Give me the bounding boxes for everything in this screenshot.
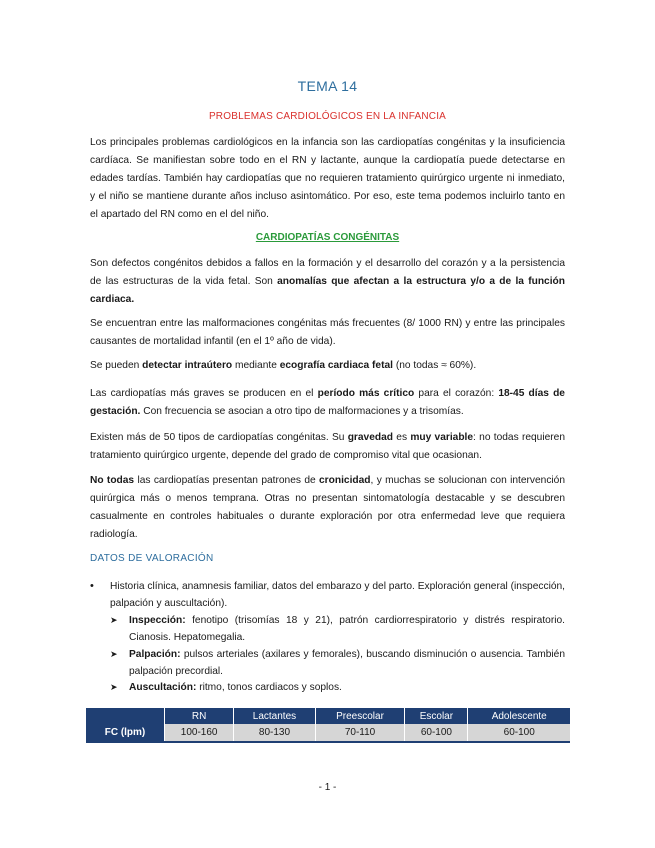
page-subtitle: PROBLEMAS CARDIOLÓGICOS EN LA INFANCIA bbox=[208, 111, 447, 122]
bullet-icon: • bbox=[90, 580, 94, 592]
table-cell: 60-100 bbox=[405, 724, 468, 742]
page-title: TEMA 14 bbox=[297, 78, 358, 94]
table-header-cell bbox=[86, 708, 165, 724]
intro-paragraph: Los principales problemas cardiológicos en la infancia son las cardiopatías congénitas y la insuficiencia cardíaca. Se manifiestan sobre todo en el RN y lactante, aunque la cardiopatía puede detectarse en edades tardías. También hay cardiopatías que no requieren tratamiento quirúrgico urgente ni inmediato, y el niño se mantiene durante años incluso asintomático. Por eso, este tema podemos incluirlo tanto en el apartado del RN como en el del niño. bbox=[90, 137, 565, 220]
valoracion-heading: DATOS DE VALORACIÓN bbox=[90, 553, 214, 564]
table-header-cell: Adolescente bbox=[468, 708, 570, 724]
arrow-icon: ➤ bbox=[110, 649, 118, 659]
table-cell: 100-160 bbox=[165, 724, 234, 742]
paragraph-severity: Existen más de 50 tipos de cardiopatías congénitas. Su gravedad es muy variable: no todas requieren tratamiento quirúrgico urgente, depende del grado de compromiso vital que ocasionan. bbox=[90, 432, 565, 461]
document-page: TEMA 14 PROBLEMAS CARDIOLÓGICOS EN LA INFANCIA Los principales problemas cardiológicos en la infancia son las cardiopatías congénitas y la insuficiencia cardíaca. Se manifiestan sobre todo en el RN y lactante, aunque la cardiopatía puede detectarse en edades tardías. También hay cardiopatías que no requieren tratamiento quirúrgico urgente ni inmediato, y el niño se mantiene durante años incluso asintomático. Por eso, este tema podemos incluirlo tanto en el apartado del RN como en el del niño. CARDIOPATÍAS CONGÉNITAS Son defectos congénitos debidos a fallos en la formación y el desarrollo del corazón y a la persistencia de las estructuras de la vida fetal. Son anomalías que afectan a la estructura y/o a de la función cardiaca. Se encuentran entre las malformaciones congénitas más frecuentes (8/ 1000 RN) y entre las principales causantes de mortalidad infantil (en el 1º año de vida). Se pueden detectar intraútero mediante ecografía cardiaca fetal (no todas ≈ 60%). Las cardiopatías más graves se producen en el período más crítico para el corazón: 18-45 días de gestación. Con frecuencia se asocian a otro tipo de malformaciones y a trisomías. Existen más de 50 tipos de cardiopatías congénitas. Su gravedad es muy variable: no todas requieren tratamiento quirúrgico urgente, depende del grado de compromiso vital que ocasionan. No todas las cardiopatías presentan patrones de cronicidad, y muchas se solucionan con intervención quirúrgica más o menos temprana. Otras no presentan sintomatología destacable y se descubren casualmente en controles habituales o durante exploración por otra enfermedad leve que requiera radiología. DATOS DE VALORACIÓN • Historia clínica, anamnesis familiar, datos del embarazo y del parto. Exploración general (inspección, palpación y auscultación). ➤ Inspección: fenotipo (trisomías 18 y 21), patrón cardiorrespiratorio y distrés respiratorio. Cianosis. Hepatomegalia. ➤ Palpación: pulsos arteriales (axilares y femorales), buscando disminución o ausencia. También palpación precordial. ➤ Auscultación: ritmo, tonos cardiacos y soplos. RN Lactantes Preescolar Escolar Adolescente FC (lpm) 100-160 80-130 70-110 60-100 60-100 - 1 - bbox=[0, 0, 655, 848]
table-header-cell: Escolar bbox=[405, 708, 468, 724]
heart-rate-table bbox=[86, 708, 570, 743]
paragraph-detection: Se pueden detectar intraútero mediante ecografía cardiaca fetal (no todas ≈ 60%). bbox=[90, 360, 477, 371]
paragraph-definition: Son defectos congénitos debidos a fallos en la formación y el desarrollo del corazón y a la persistencia de las estructuras de la vida fetal. Son anomalías que afectan a la estructura y/o a de la función cardiaca. bbox=[90, 258, 565, 305]
arrow-icon: ➤ bbox=[110, 615, 118, 625]
table-cell: 60-100 bbox=[468, 724, 570, 742]
section-heading: CARDIOPATÍAS CONGÉNITAS bbox=[255, 232, 400, 243]
table-header-cell: Preescolar bbox=[315, 708, 405, 724]
bullet-text: Historia clínica, anamnesis familiar, datos del embarazo y del parto. Exploración general (inspección, palpación y auscultación). bbox=[110, 581, 565, 609]
table-cell: 80-130 bbox=[234, 724, 315, 742]
paragraph-chronicity: No todas las cardiopatías presentan patrones de cronicidad, y muchas se solucionan con intervención quirúrgica más o menos temprana. Otras no presentan sintomatología destacable y se descubren casualmente en controles habituales o durante exploración por otra enfermedad leve que requiera radiología. bbox=[90, 475, 566, 540]
table-header-cell: Lactantes bbox=[234, 708, 315, 724]
paragraph-frequency: Se encuentran entre las malformaciones congénitas más frecuentes (8/ 1000 RN) y entre las principales causantes de mortalidad infantil (en el 1º año de vida). bbox=[90, 318, 565, 347]
paragraph-critical-period: Las cardiopatías más graves se producen en el período más crítico para el corazón: 18-45 días de gestación. Con frecuencia se asocian a otro tipo de malformaciones y a trisomías. bbox=[90, 388, 565, 417]
table-row-label: FC (lpm) bbox=[86, 724, 165, 742]
table-row bbox=[86, 724, 570, 742]
arrow-icon: ➤ bbox=[110, 682, 118, 692]
table-header-cell: RN bbox=[165, 708, 234, 724]
table-cell: 70-110 bbox=[315, 724, 405, 742]
page-number: - 1 - bbox=[318, 782, 337, 793]
table-header-row bbox=[86, 708, 570, 724]
